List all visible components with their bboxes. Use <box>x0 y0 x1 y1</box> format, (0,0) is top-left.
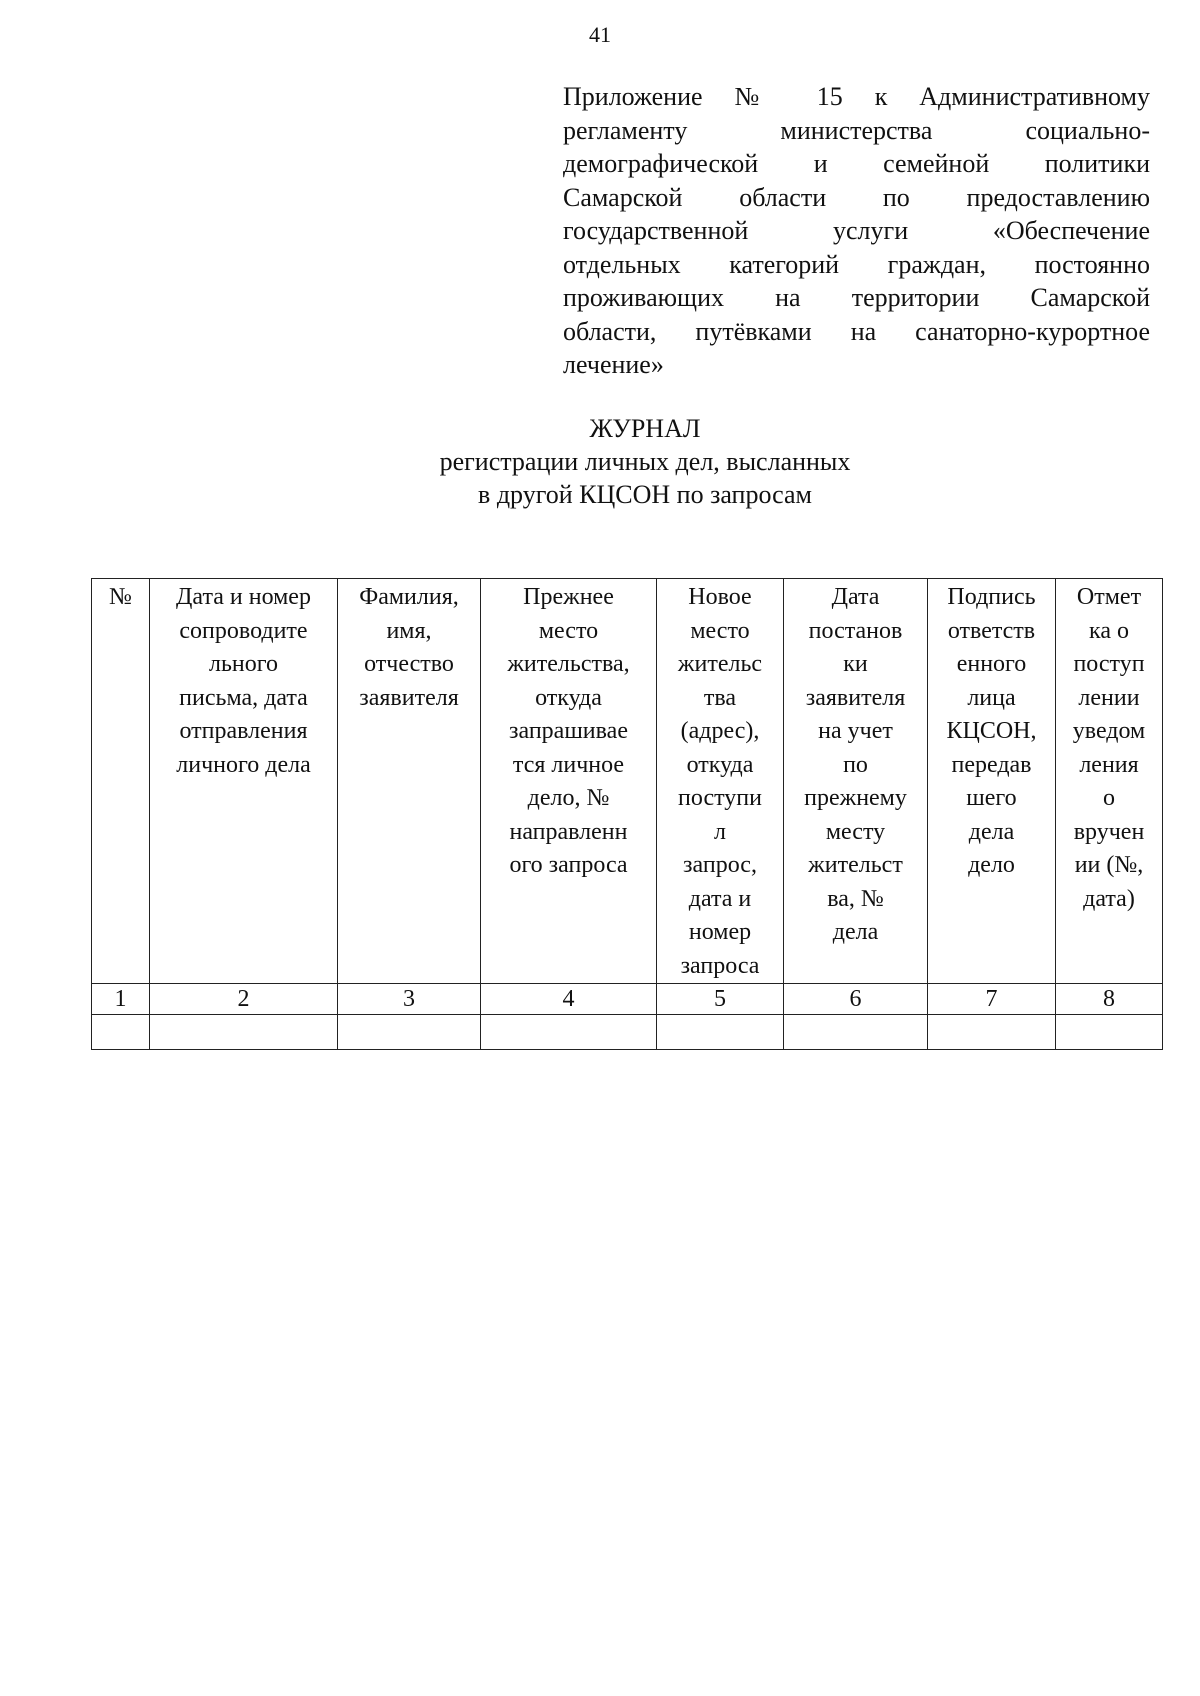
column-number-cell: 6 <box>784 984 928 1015</box>
document-heading <box>0 412 1200 511</box>
appendix-line: демографической и семейной политики <box>563 149 1150 178</box>
column-header-line: (адрес), <box>680 718 760 744</box>
column-header-line: Фамилия, <box>359 584 459 610</box>
column-header-line: направленн <box>509 818 628 845</box>
appendix-line: государственной услуги «Обеспечение <box>563 216 1150 245</box>
column-header-line: дело, № <box>527 785 610 811</box>
column-header-line: ка о <box>1089 617 1129 644</box>
table-cell <box>1056 1015 1163 1050</box>
page-number: 41 <box>589 22 611 47</box>
appendix-line: Самарской области по предоставлению <box>563 182 1150 212</box>
column-header-line: Подпись <box>947 584 1036 610</box>
appendix-line: регламенту министерства социально- <box>563 115 1150 145</box>
column-number-cell: 2 <box>150 984 338 1015</box>
column-header-line: жительства, <box>507 651 630 677</box>
column-header-line: ответств <box>947 617 1036 644</box>
table-cell <box>481 1015 657 1050</box>
document-title: ЖУРНАЛ <box>589 414 701 443</box>
column-header-line: Дата <box>831 584 880 610</box>
column-header-line: передав <box>951 751 1032 778</box>
document-subtitle-line-1: регистрации личных дел, высланных <box>439 447 851 476</box>
column-header-line: сопроводите <box>179 617 308 644</box>
column-header-line: Дата и номер <box>176 584 311 610</box>
column-header-line: дата и <box>688 885 752 912</box>
column-header-line: дата) <box>1083 885 1135 912</box>
column-header-line: о <box>1103 785 1115 811</box>
column-header-line: письма, дата <box>179 684 308 711</box>
column-header-line: постанов <box>808 617 903 644</box>
column-header-line: л <box>714 818 726 845</box>
table-cell <box>784 1015 928 1050</box>
column-header-line: шего <box>966 785 1017 811</box>
column-header-line: заявителя <box>805 684 906 711</box>
column-header-line: на учет <box>818 718 893 744</box>
journal-table <box>91 578 1163 1050</box>
column-header-line: ого запроса <box>509 852 628 878</box>
column-number-cell: 7 <box>928 984 1056 1015</box>
document-subtitle-line-2: в другой КЦСОН по запросам <box>478 480 812 509</box>
column-header-line: вручен <box>1073 818 1145 845</box>
column-header-line: запрос, <box>683 852 757 878</box>
column-header-line: льного <box>208 651 278 677</box>
table-cell <box>657 1015 784 1050</box>
column-header-line: запрашивае <box>509 718 628 744</box>
column-header-line: место <box>690 617 750 644</box>
table-cell <box>338 1015 481 1050</box>
column-header-line: отчество <box>364 651 454 677</box>
column-header-line: тва <box>703 684 737 711</box>
column-number-cell: 1 <box>92 984 150 1015</box>
column-header-line: уведом <box>1072 718 1146 744</box>
column-header-line: личного дела <box>176 751 311 778</box>
column-header-6 <box>784 579 928 984</box>
column-header-3 <box>338 579 481 984</box>
column-number-row <box>92 984 1163 1015</box>
column-header-line: отправления <box>179 718 308 744</box>
column-header-line: лица <box>967 684 1016 711</box>
column-header-line: Новое <box>688 584 752 610</box>
column-header-line: откуда <box>686 751 754 778</box>
column-header-line: ки <box>843 651 868 677</box>
table-cell <box>92 1015 150 1050</box>
column-header-line: № <box>109 584 132 610</box>
appendix-line: области, путёвками на санаторно-курортное <box>563 316 1150 346</box>
column-header-line: ления <box>1079 751 1139 778</box>
appendix-line: отдельных категорий граждан, постоянно <box>563 249 1150 279</box>
column-number-cell: 4 <box>481 984 657 1015</box>
column-header-line: место <box>538 617 599 644</box>
column-number-cell: 8 <box>1056 984 1163 1015</box>
column-header-line: енного <box>956 651 1027 677</box>
column-header-8 <box>1056 579 1163 984</box>
column-header-line: поступи <box>678 785 762 811</box>
column-header-line: заявителя <box>359 684 459 711</box>
column-header-line: запроса <box>680 952 760 979</box>
column-number-cell: 5 <box>657 984 784 1015</box>
column-header-line: Отмет <box>1076 584 1142 610</box>
column-header-4 <box>481 579 657 984</box>
column-header-line: дела <box>832 919 879 945</box>
column-header-line: ва, № <box>827 885 884 912</box>
column-header-line: дела <box>968 818 1015 845</box>
column-header-line: по <box>843 751 868 778</box>
column-header-line: КЦСОН, <box>946 718 1037 744</box>
appendix-line: Приложение № 15 к Административному <box>563 82 1150 111</box>
column-header-7 <box>928 579 1056 984</box>
column-header-line: тся личное <box>512 751 625 778</box>
appendix-note <box>563 80 1150 382</box>
column-header-line: месту <box>825 818 886 845</box>
column-header-line: Прежнее <box>523 584 614 610</box>
column-header-line: прежнему <box>804 785 907 811</box>
column-header-5 <box>657 579 784 984</box>
appendix-line: лечение» <box>563 350 664 379</box>
table-cell <box>150 1015 338 1050</box>
table-cell <box>928 1015 1056 1050</box>
appendix-line: проживающих на территории Самарской <box>563 283 1150 312</box>
column-header-line: жительст <box>808 852 903 878</box>
column-header-line: имя, <box>386 617 432 644</box>
column-header-line: жительс <box>677 651 763 677</box>
column-header-line: номер <box>688 919 752 945</box>
column-header-line: лении <box>1078 684 1140 711</box>
table-row <box>92 1015 1163 1050</box>
column-header-line: откуда <box>535 684 602 711</box>
column-header-2 <box>150 579 338 984</box>
column-header-line: поступ <box>1073 651 1145 677</box>
column-header-line: дело <box>968 852 1015 878</box>
column-header-1 <box>92 579 150 984</box>
table-header-row <box>92 579 1163 984</box>
column-number-cell: 3 <box>338 984 481 1015</box>
column-header-line: ии (№, <box>1074 852 1144 878</box>
